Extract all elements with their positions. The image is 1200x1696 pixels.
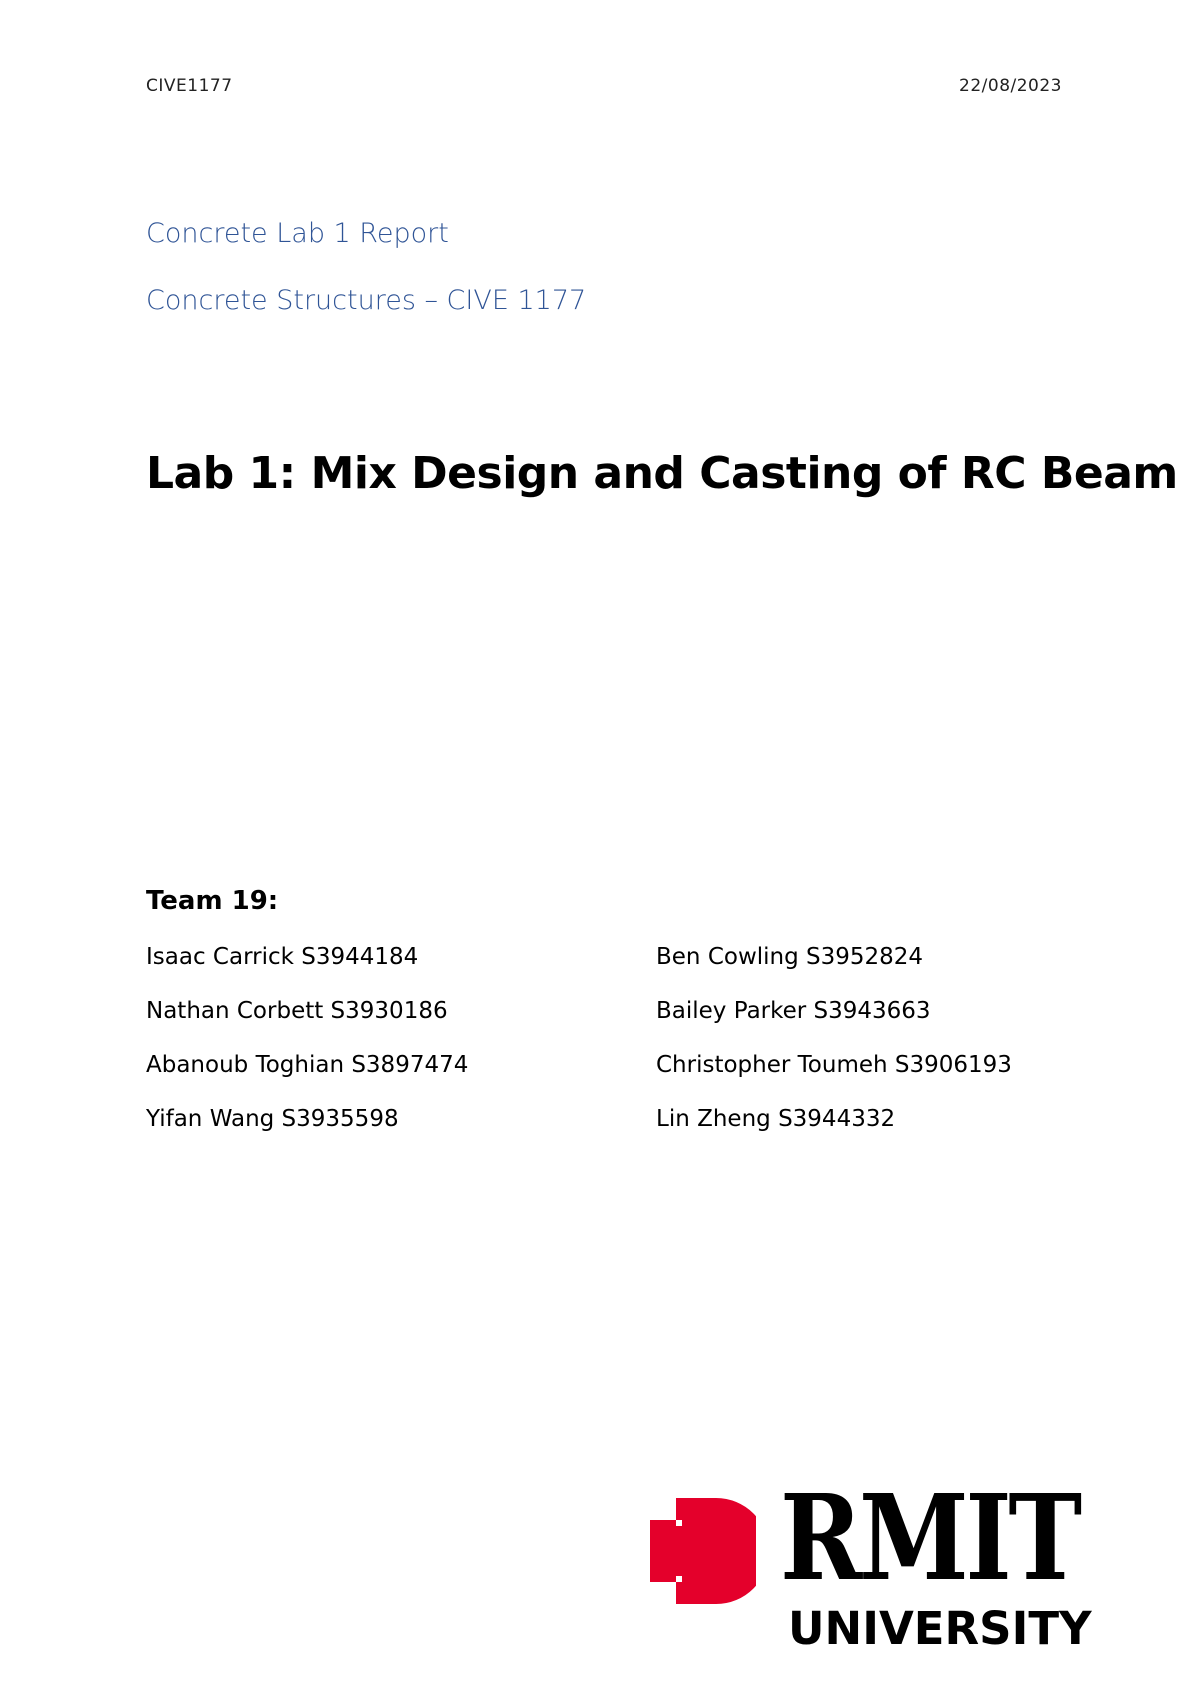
- team-member: Yifan Wang S3935598: [146, 1106, 399, 1132]
- course-subtitle: Concrete Structures – CIVE 1177: [146, 285, 587, 316]
- team-member: Ben Cowling S3952824: [656, 944, 924, 970]
- page-title: Lab 1: Mix Design and Casting of RC Beam: [146, 448, 1178, 499]
- team-member-list: [146, 942, 1046, 1134]
- team-member: Nathan Corbett S3930186: [146, 998, 448, 1024]
- rmit-logo: [646, 1468, 1116, 1658]
- team-member: Isaac Carrick S3944184: [146, 944, 419, 970]
- report-subtitle: Concrete Lab 1 Report: [146, 218, 449, 249]
- rmit-wordmark: RMIT: [780, 1468, 1079, 1607]
- header-date: 22/08/2023: [959, 76, 1062, 96]
- team-member: Bailey Parker S3943663: [656, 998, 931, 1024]
- rmit-pixel-icon: [650, 1498, 756, 1604]
- team-member: Lin Zheng S3944332: [656, 1106, 896, 1132]
- rmit-university-text: UNIVERSITY: [788, 1602, 1092, 1655]
- team-member: Christopher Toumeh S3906193: [656, 1052, 1012, 1078]
- team-heading: Team 19:: [146, 886, 279, 916]
- header-course-code: CIVE1177: [146, 76, 233, 96]
- team-member: Abanoub Toghian S3897474: [146, 1052, 469, 1078]
